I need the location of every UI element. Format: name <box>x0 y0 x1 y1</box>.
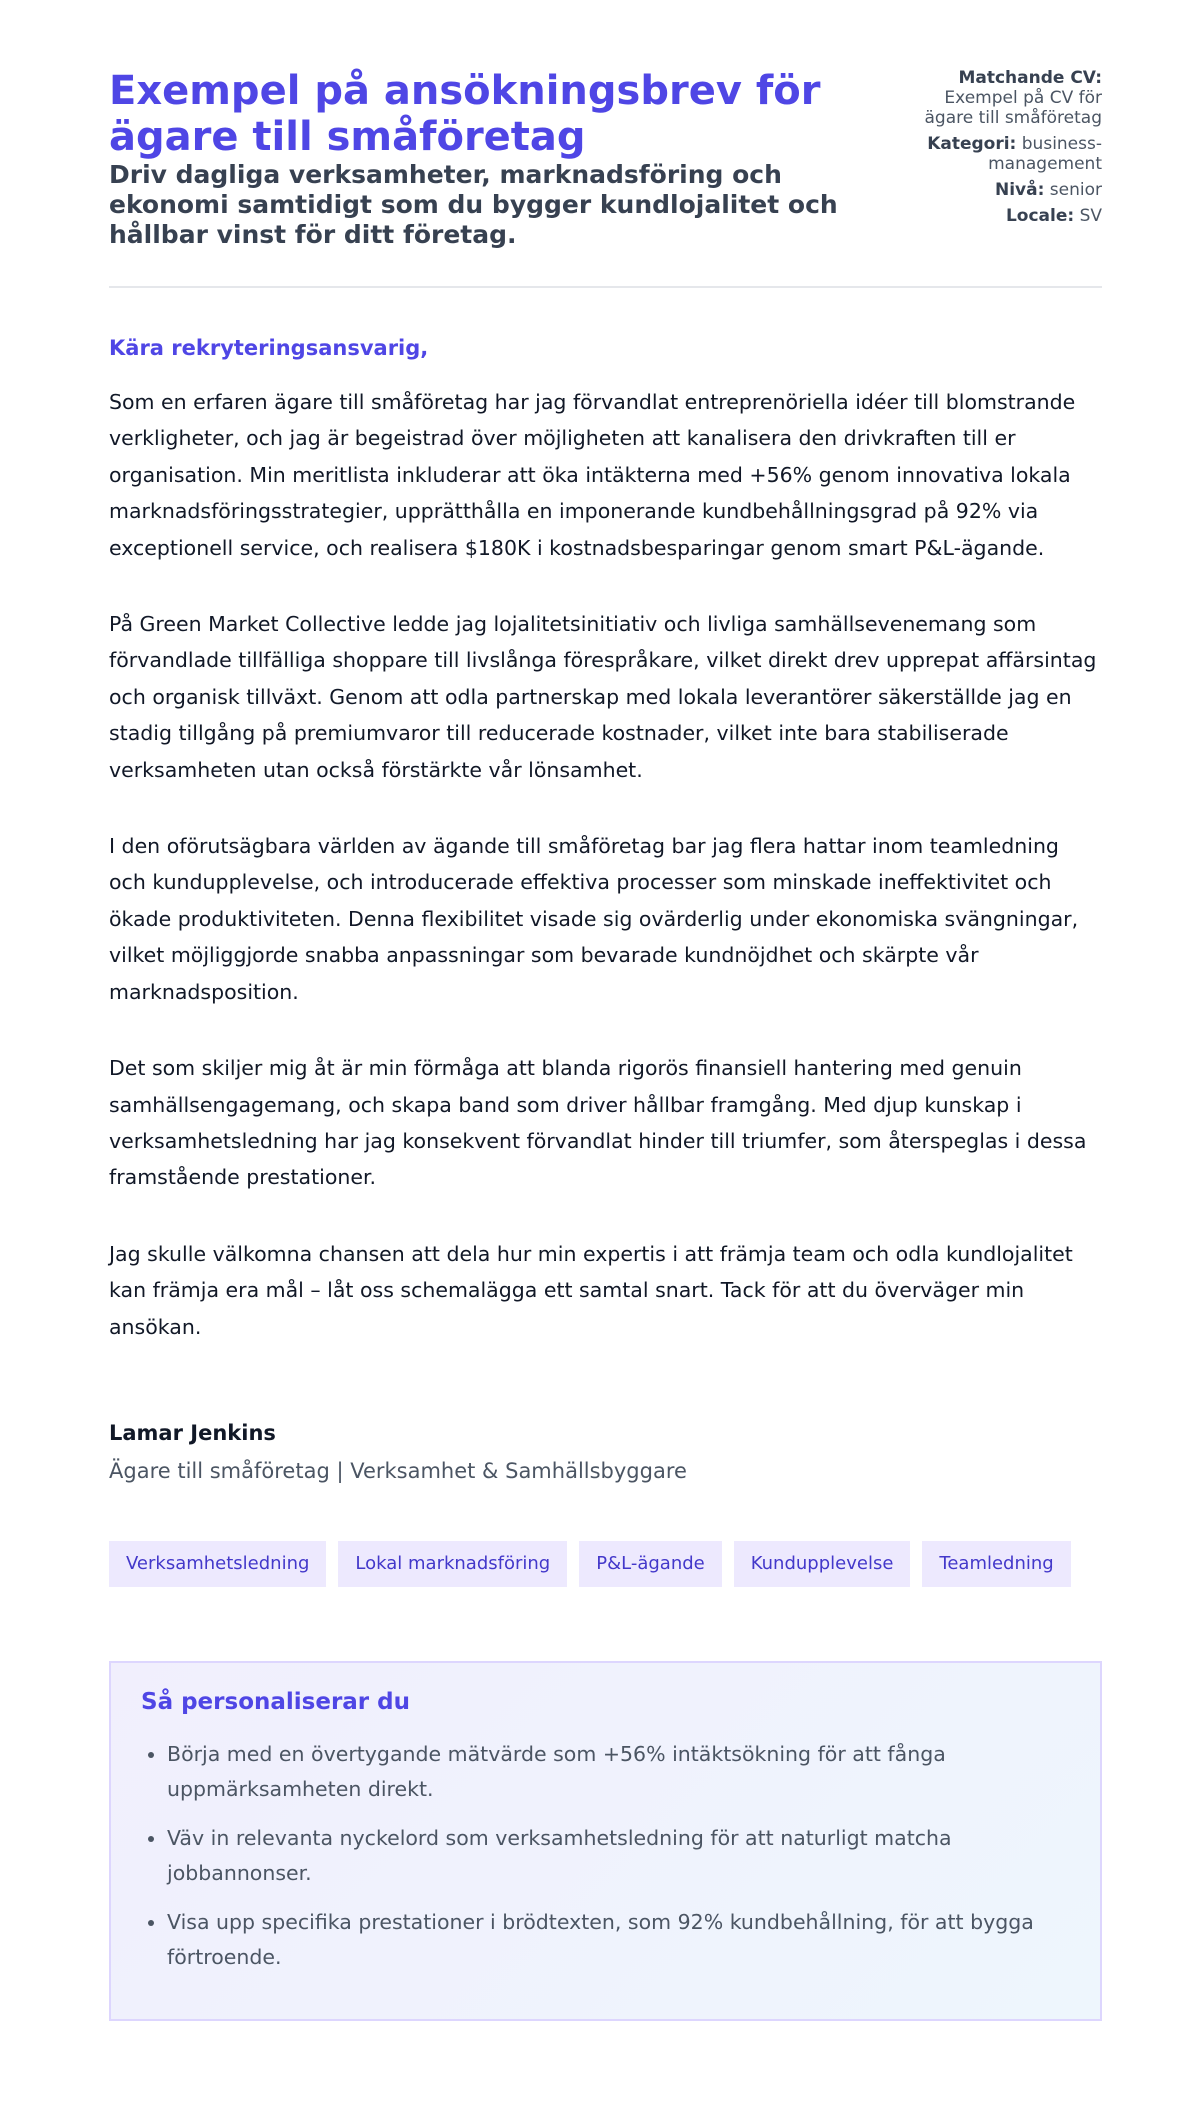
page-title: Exempel på ansökningsbrev för ägare till småföretag <box>109 68 821 160</box>
skill-tag: Kundupplevelse <box>734 1541 911 1587</box>
page-header <box>109 68 1102 288</box>
salutation: Kära rekryteringsansvarig, <box>109 336 429 360</box>
skill-tag: Verksamhetsledning <box>109 1541 326 1587</box>
meta-cv-value: Exempel på CV för ägare till småföretag <box>924 88 1102 128</box>
letter-paragraph: Det som skiljer mig åt är min förmåga att blanda rigorös finansiell hantering med genuin samhällsengagemang, och skapa band som driver hållbar framgång. Med djup kunskap i verksamhetsledning har jag konsekvent förvandlat hinder till triumfer, som återspeglas i dessa framstående prestationer. <box>109 1056 1087 1190</box>
skill-tag: Lokal marknadsföring <box>338 1541 567 1587</box>
meta-locale-value: SV <box>1079 206 1102 226</box>
tip-item: • Väv in relevanta nyckelord som verksamhetsledning för att naturligt matcha jobbannonser. <box>167 1821 1070 1891</box>
personalization-tips <box>109 1661 1102 2021</box>
meta-cv-label: Matchande CV: <box>958 68 1102 88</box>
tips-title: Så personaliserar du <box>141 1688 410 1715</box>
cover-letter-page <box>109 0 1102 2021</box>
meta-category-value: business-management <box>988 134 1102 174</box>
meta-level-value: senior <box>1049 180 1102 200</box>
skill-tag: Teamledning <box>922 1541 1070 1587</box>
skill-tag: P&L-ägande <box>579 1541 722 1587</box>
signature-role: Ägare till småföretag | Verksamhet & Samhällsbyggare <box>109 1458 687 1483</box>
letter-paragraph: Jag skulle välkomna chansen att dela hur min expertis i att främja team och odla kundlojalitet kan främja era mål – låt oss schemalägga ett samtal snart. Tack för att du överväger min ansökan. <box>109 1241 1073 1339</box>
letter-paragraph: I den oförutsägbara världen av ägande till småföretag bar jag flera hattar inom teamledning och kundupplevelse, och introducerade effektiva processer som minskade ineffektivitet och ökade produktiviteten. Denna flexibilitet visade sig ovärderlig under ekonomiska svängningar, vilket möjliggjorde snabba anpassningar som bevarade kundnöjdhet och skärpte vår marknadsposition. <box>109 834 1079 1004</box>
meta-category-label: Kategori: <box>927 134 1017 154</box>
page-subtitle: Driv dagliga verksamheter, marknadsföring och ekonomi samtidigt som du bygger kundlojalitet och hållbar vinst för ditt företag. <box>109 160 838 249</box>
signature-name: Lamar Jenkins <box>109 1420 276 1445</box>
skill-tags <box>109 1541 1102 1587</box>
meta-locale-label: Locale: <box>1005 206 1075 226</box>
tip-item: • Börja med en övertygande mätvärde som +56% intäktsökning för att fånga uppmärksamheten direkt. <box>167 1737 1070 1807</box>
letter-paragraph: På Green Market Collective ledde jag lojalitetsinitiativ och livliga samhällsevenemang som förvandlade tillfälliga shoppare till livslånga förespråkare, vilket direkt drev upprepat affärsintag och organisk tillväxt. Genom att odla partnerskap med lokala leverantörer säkerställde jag en stadig tillgång på premiumvaror till reducerade kostnader, vilket inte bara stabiliserade verksamheten utan också förstärkte vår lönsamhet. <box>109 612 1097 782</box>
letter-paragraph: Som en erfaren ägare till småföretag har jag förvandlat entreprenöriella idéer till blomstrande verkligheter, och jag är begeistrad över möjligheten att kanalisera den drivkraften till er organisation. Min meritlista inkluderar att öka intäkterna med +56% genom innovativa lokala marknadsföringsstrategier, upprätthålla en imponerande kundbehållningsgrad på 92% via exceptionell service, och realisera $180K i kostnadsbesparingar genom smart P&L-ägande. <box>109 390 1076 560</box>
meta-level-label: Nivå: <box>994 180 1045 200</box>
tip-item: • Visa upp specifika prestationer i brödtexten, som 92% kundbehållning, för att bygga förtroende. <box>167 1905 1070 1975</box>
meta-panel <box>912 68 1102 232</box>
